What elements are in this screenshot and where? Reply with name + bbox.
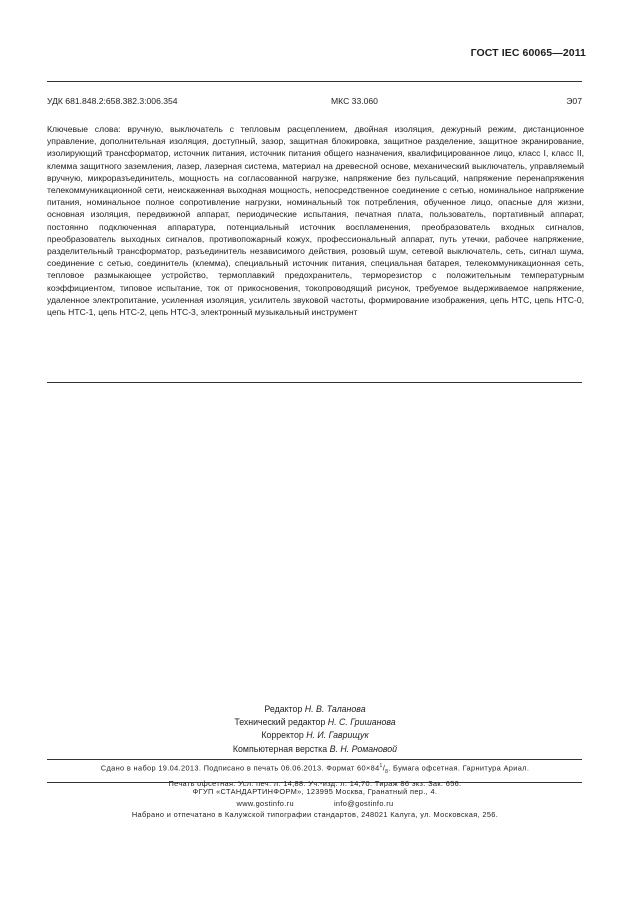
publisher-contacts [40, 798, 590, 810]
keywords-divider [47, 382, 582, 383]
top-divider [47, 81, 582, 82]
editor-name: Н. В. Таланова [304, 704, 366, 714]
format-numerator: 1 [379, 763, 383, 769]
printing-line-2: Печать офсетная. Усл. печ. л. 14,88. Уч.-изд. л. 14,70. Тираж 86 экз. Зак. 656. [168, 779, 462, 789]
printing-dates-format: Сдано в набор 19.04.2013. Подписано в печать 06.06.2013. Формат 60×84 [100, 763, 380, 773]
printing-paper-font: . Бумага офсетная. Гарнитура Ариал. [388, 763, 530, 773]
tech-editor-label: Технический редактор [234, 717, 326, 728]
publisher-website[interactable]: www.gostinfo.ru [236, 798, 294, 808]
format-denominator: 8 [385, 768, 389, 775]
keywords-paragraph: Ключевые слова: вручную, выключатель с тепловым расцеплением, двойная изоляция, дежурный режим, дистанционное управление, дополнительная изоляция, доступный, зазор, защитная блокировка, защитное разделение, защитное экранирование, изолирующий трансформатор, источник питания, источник питания общего назначения, квалифицированное лицо, класс I, класс II, клемма защитного заземления, лазер, лазерная система, материал на древесной основе, механический выключатель, управляемый вручную, микроразъединитель, мощность на согласованной нагрузке, напряжение без пульсаций, напряжение перенапряжения телекоммуникационной сети, неискаженная выходная мощность, непосредственное соединение с сетью, номинальное напряжение питания, номинальное полное сопротивление нагрузки, номинальный ток потребления, обученное лицо, опасные для жизни, основная изоляция, передвижной аппарат, периодические испытания, печатная плата, пользователь, портативный аппарат, постоянно подключенная аппаратура, потенциальный источник воспламенения, преобразователь входных сигналов, преобразователь выходных сигналов, противопожарный кожух, профессиональный аппарат, путь утечки, рабочее напряжение, разделительный трансформатор, разъединитель независимого действия, розовый шум, сетевой выключатель, сеть, сигнал шума, соединение с сетью, соединитель (клемма), специальный источник питания, специальная батарея, телекоммуникационная сеть, тепловое размыкающее устройство, термоплавкий предохранитель, терморезистор с положительным температурным коэффициентом, типовое испытание, ток от прикосновения, токопроводящий рисунок, требуемое выдерживаемое напряжение, удаленное электропитание, усиленная изоляция, усилитель звуковой частоты, формирование изображения, цепь НТС, цепь НТС-0, цепь НТС-1, цепь НТС-2, цепь НТС-3, электронный музыкальный инструмент [47, 124, 584, 318]
printing-line-1: Сдано в набор 19.04.2013. Подписано в печать 06.06.2013. Формат $60\times 84^1/_8$. Бумага офсетная. Гарнитура Ариал. [100, 763, 530, 775]
proofreader-name: Н. И. Гаврищук [306, 730, 369, 741]
classification-line [47, 96, 582, 108]
layout-line [0, 743, 630, 756]
publisher-address: ФГУП «СТАНДАРТИНФОРМ», 123995 Москва, Гранатный пер., 4. [192, 787, 438, 796]
standard-number: ГОСТ IEC 60065—2011 [470, 47, 586, 59]
printing-divider [47, 782, 582, 783]
proofreader-line [0, 729, 630, 742]
mks-code: МКС 33.060 [331, 96, 378, 106]
printing-house: Набрано и отпечатано в Калужской типографии стандартов, 248021 Калуга, ул. Московская, 256. [131, 810, 499, 819]
editor-line [0, 703, 630, 716]
editor-label: Редактор [264, 704, 303, 714]
tech-editor-line [0, 716, 630, 729]
credits-divider [47, 759, 582, 760]
proofreader-label: Корректор [261, 730, 304, 741]
tech-editor-name: Н. С. Гришанова [327, 717, 396, 728]
layout-label: Компьютерная верстка [232, 743, 328, 754]
udk-code: УДК 681.848.2:658.382.3:006.354 [47, 96, 178, 106]
publisher-info [40, 786, 590, 821]
credits-block [0, 703, 630, 756]
layout-name: В. Н. Романовой [329, 743, 398, 754]
okstu-code: Э07 [566, 96, 582, 106]
publisher-email[interactable]: info@gostinfo.ru [333, 798, 394, 808]
